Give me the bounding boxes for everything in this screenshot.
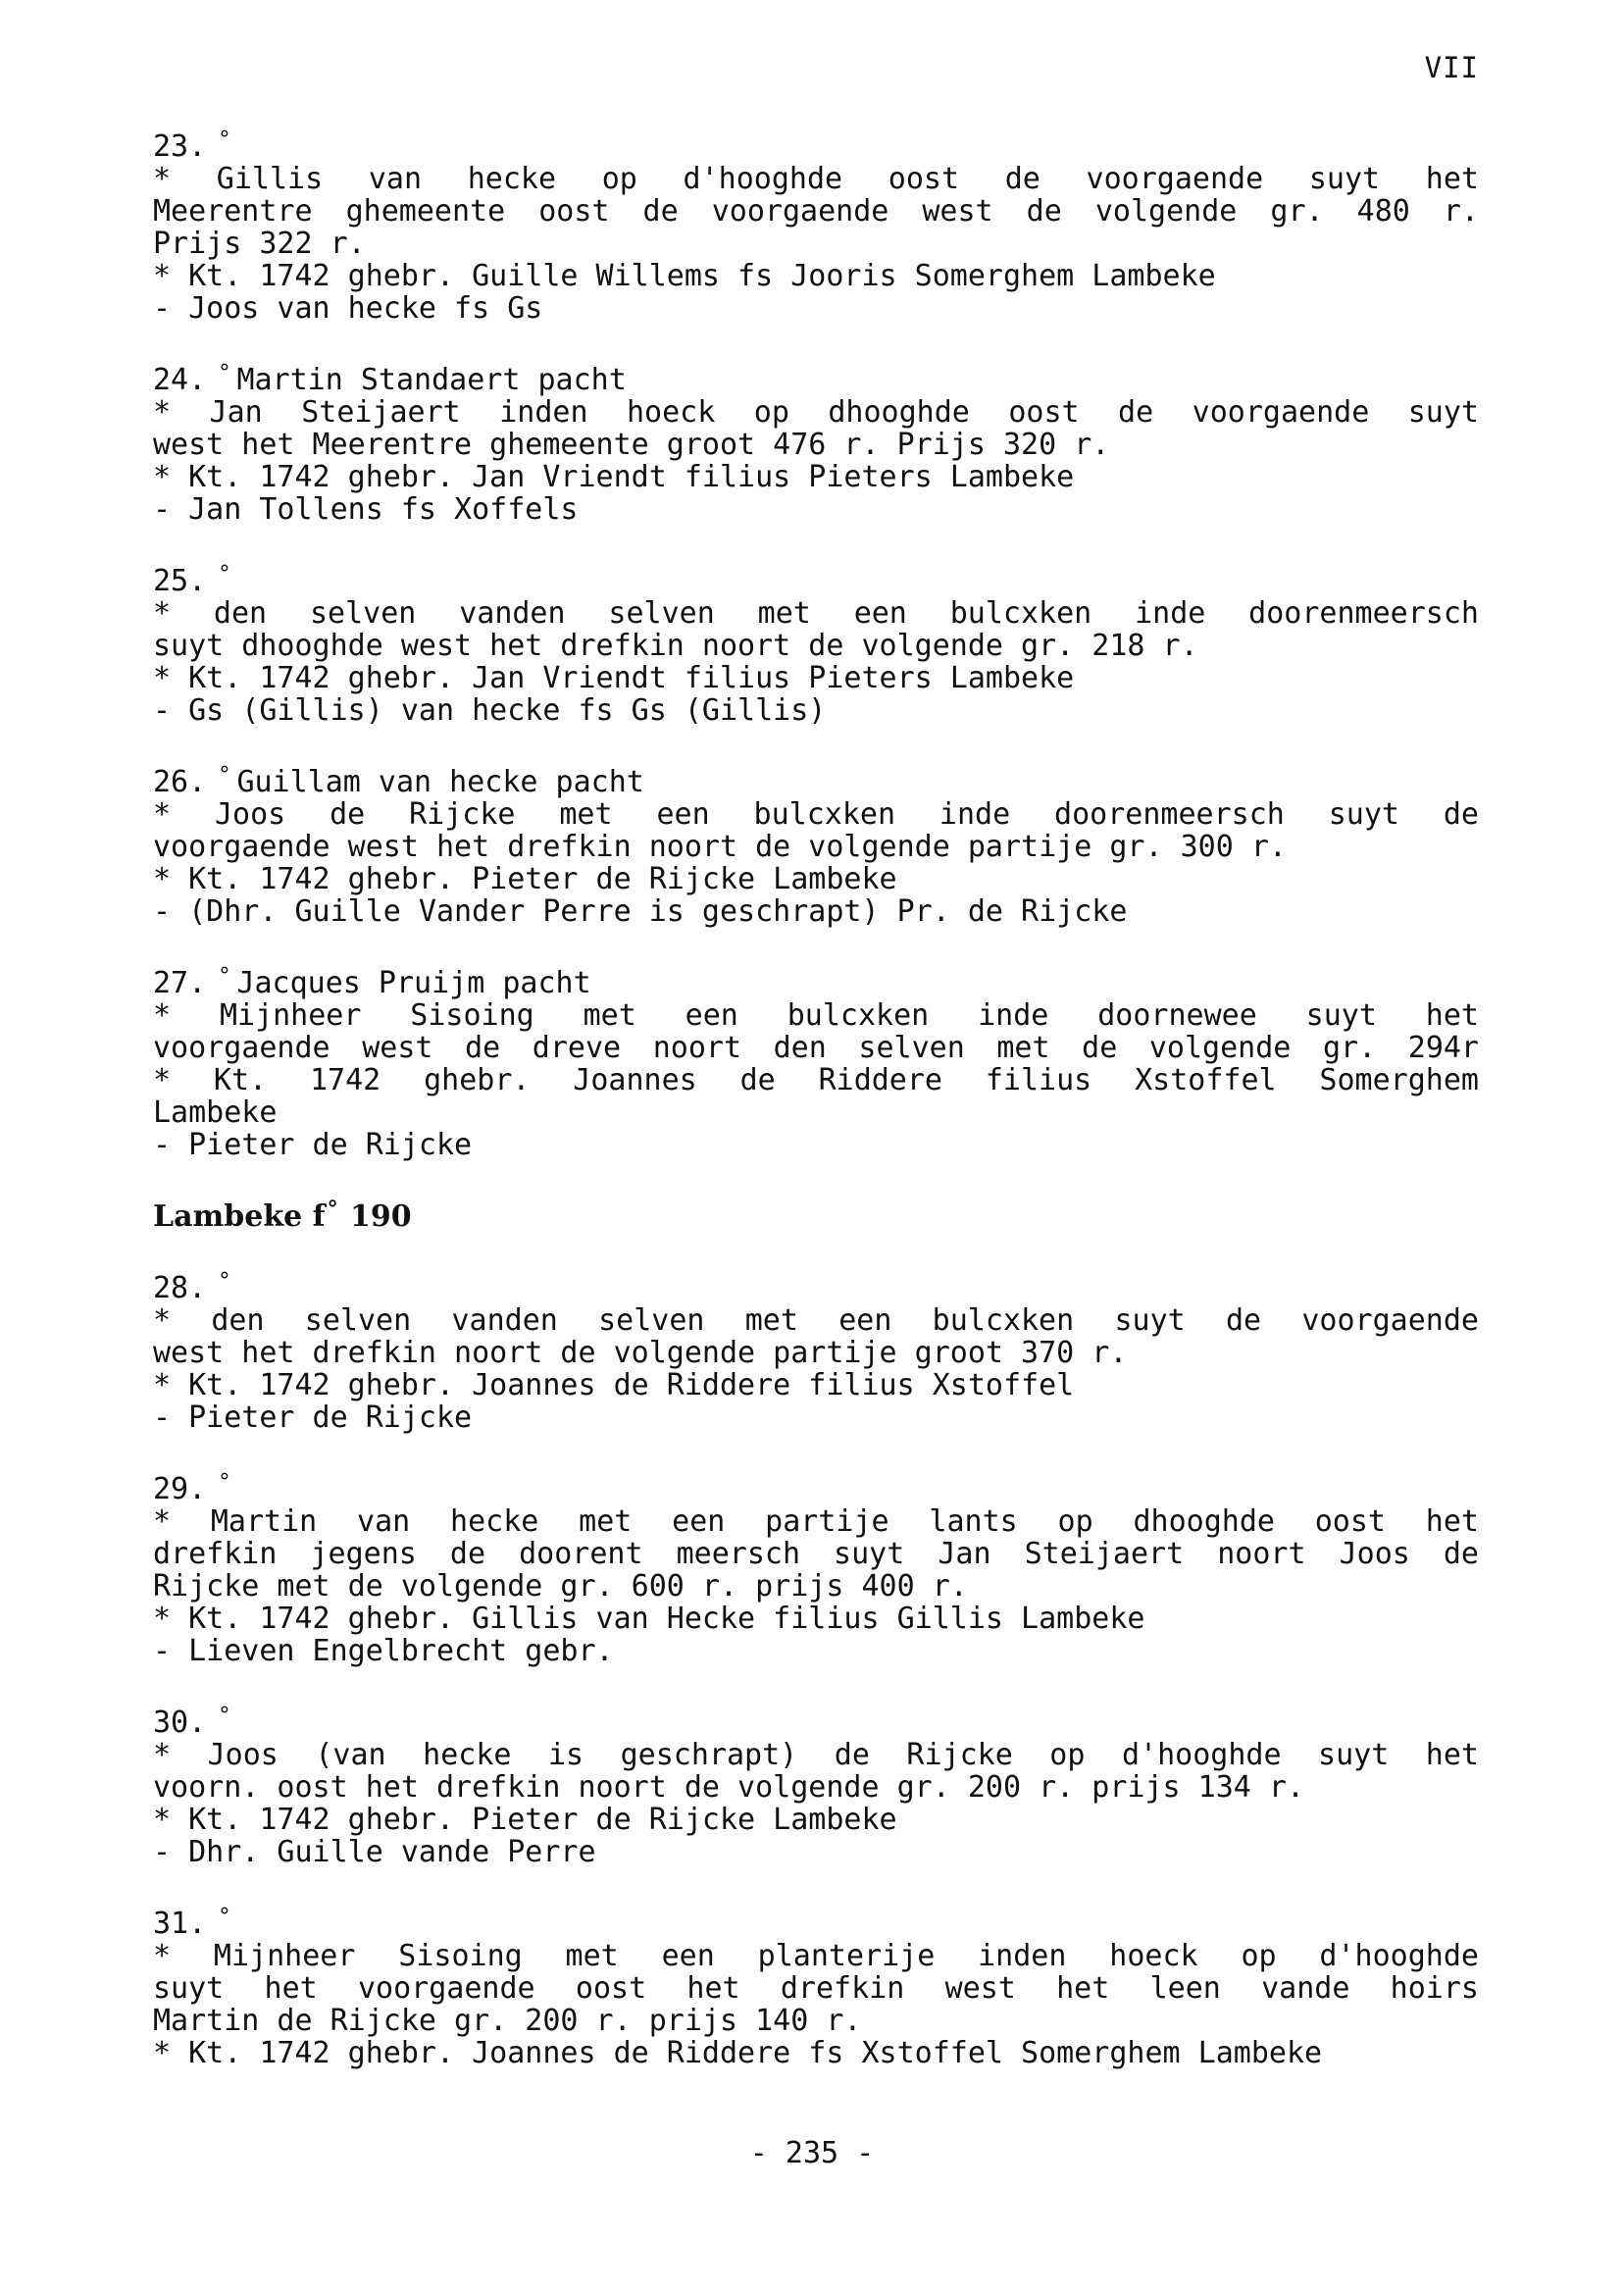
- page-number-footer: - 235 -: [749, 2136, 875, 2170]
- entry-header: [153, 1700, 1479, 1739]
- entry-line: Rijcke met de volgende gr. 600 r. prijs 400 r.: [153, 1569, 968, 1604]
- entry-header: [153, 124, 1479, 163]
- entries-group-a: [153, 124, 1479, 1161]
- entry-number: 24.: [153, 363, 207, 397]
- entry-line: * Kt. 1742 ghebr. Jan Vriendt filius Pieters Lambeke: [153, 661, 1075, 695]
- entry-line: * Jan Steijaert inden hoeck op dhooghde oost de voorgaende suyt: [153, 395, 1479, 430]
- section-heading-prefix: Lambeke f: [153, 1199, 326, 1234]
- entry-line: * Joos de Rijcke met een bulcxken inde doorenmeersch suyt de: [153, 797, 1479, 832]
- degree-mark: °: [218, 1905, 231, 1929]
- degree-mark: °: [218, 763, 231, 788]
- entry-line: * Kt. 1742 ghebr. Joannes de Riddere fs Xstoffel Somerghem Lambeke: [153, 2036, 1323, 2070]
- entry: [153, 960, 1479, 1161]
- entry-header: [153, 1265, 1479, 1304]
- entry-line: Prijs 322 r.: [153, 227, 366, 261]
- entry-line: drefkin jegens de doorent meersch suyt Jan Steijaert noort Joos de: [153, 1537, 1479, 1571]
- degree-mark: °: [218, 1269, 231, 1294]
- entry-note: Martin Standaert pacht: [236, 363, 627, 397]
- entry-line: * den selven vanden selven met een bulcxken inde doorenmeersch: [153, 596, 1479, 631]
- section-heading: [153, 1194, 1479, 1233]
- entry-line: * Kt. 1742 ghebr. Pieter de Rijcke Lambeke: [153, 862, 897, 896]
- entry: [153, 1700, 1479, 1868]
- entry-line: - Pieter de Rijcke: [153, 1128, 473, 1162]
- entry-line: * Kt. 1742 ghebr. Joannes de Riddere filius Xstoffel: [153, 1368, 1075, 1402]
- entry-line: voorn. oost het drefkin noort de volgende gr. 200 r. prijs 134 r.: [153, 1770, 1304, 1805]
- entry: [153, 1901, 1479, 2069]
- entry-note: Guillam van hecke pacht: [236, 765, 644, 799]
- entry-number: 31.: [153, 1907, 207, 1941]
- entry: [153, 124, 1479, 325]
- entry-number: 26.: [153, 765, 207, 799]
- entry-line: - Dhr. Guille vande Perre: [153, 1835, 596, 1869]
- entry-header: [153, 759, 1479, 798]
- entry-number: 25.: [153, 564, 207, 598]
- entry-number: 28.: [153, 1271, 207, 1305]
- entry: [153, 1265, 1479, 1434]
- entry-line: - Jan Tollens fs Xoffels: [153, 492, 579, 527]
- entry: [153, 1466, 1479, 1667]
- document-body: [153, 124, 1479, 2102]
- entry: [153, 558, 1479, 727]
- entry-line: suyt het voorgaende oost het drefkin west het leen vande hoirs: [153, 1971, 1479, 2006]
- entry-line: west het Meerentre ghemeente groot 476 r. Prijs 320 r.: [153, 428, 1110, 462]
- entry-line: * Kt. 1742 ghebr. Joannes de Riddere filius Xstoffel Somerghem: [153, 1063, 1479, 1097]
- entry-line: Meerentre ghemeente oost de voorgaende west de volgende gr. 480 r.: [153, 194, 1479, 229]
- entry-header: [153, 558, 1479, 597]
- entry: [153, 759, 1479, 928]
- entry-line: * den selven vanden selven met een bulcxken suyt de voorgaende: [153, 1303, 1479, 1338]
- entry: [153, 357, 1479, 526]
- entry-number: 29.: [153, 1472, 207, 1506]
- entry-line: * Kt. 1742 ghebr. Guille Willems fs Jooris Somerghem Lambeke: [153, 259, 1216, 293]
- entry-line: * Kt. 1742 ghebr. Pieter de Rijcke Lambeke: [153, 1803, 897, 1837]
- entry-number: 27.: [153, 966, 207, 1000]
- entry-line: * Mijnheer Sisoing met een planterije inden hoeck op d'hooghde: [153, 1939, 1479, 1973]
- entry-line: - Gs (Gillis) van hecke fs Gs (Gillis): [153, 693, 827, 728]
- entry-line: * Kt. 1742 ghebr. Jan Vriendt filius Pieters Lambeke: [153, 460, 1075, 494]
- section-heading-suffix: 190: [350, 1199, 412, 1234]
- entry-header: [153, 1466, 1479, 1505]
- entry-line: - Joos van hecke fs Gs: [153, 291, 543, 326]
- entry-line: * Kt. 1742 ghebr. Gillis van Hecke filius Gillis Lambeke: [153, 1602, 1145, 1636]
- degree-mark: °: [327, 1196, 338, 1222]
- entry-header: [153, 357, 1479, 396]
- entry-line: - Pieter de Rijcke: [153, 1400, 473, 1435]
- degree-mark: °: [218, 1470, 231, 1495]
- entry-line: * Mijnheer Sisoing met een bulcxken inde doornewee suyt het: [153, 998, 1479, 1033]
- entry-note: Jacques Pruijm pacht: [236, 966, 591, 1000]
- degree-mark: °: [218, 361, 231, 385]
- entry-line: * Joos (van hecke is geschrapt) de Rijcke op d'hooghde suyt het: [153, 1738, 1479, 1772]
- degree-mark: °: [218, 1704, 231, 1728]
- entry-line: suyt dhooghde west het drefkin noort de volgende gr. 218 r.: [153, 629, 1198, 663]
- entry-header: [153, 960, 1479, 999]
- entry-header: [153, 1901, 1479, 1940]
- degree-mark: °: [218, 562, 231, 586]
- entry-number: 30.: [153, 1706, 207, 1740]
- degree-mark: °: [218, 127, 231, 152]
- entry-line: - (Dhr. Guille Vander Perre is geschrapt) Pr. de Rijcke: [153, 894, 1128, 929]
- entry-number: 23.: [153, 129, 207, 164]
- entry-line: Martin de Rijcke gr. 200 r. prijs 140 r.: [153, 2004, 862, 2038]
- entry-line: - Lieven Engelbrecht gebr.: [153, 1634, 614, 1668]
- roman-page-number: VII: [1424, 51, 1479, 84]
- entry-line: voorgaende west de dreve noort den selven met de volgende gr. 294r: [153, 1031, 1479, 1065]
- entry-line: west het drefkin noort de volgende partije groot 370 r.: [153, 1336, 1128, 1370]
- entry-line: * Gillis van hecke op d'hooghde oost de voorgaende suyt het: [153, 162, 1479, 196]
- entry-line: * Martin van hecke met een partije lants op dhooghde oost het: [153, 1504, 1479, 1539]
- entries-group-b: [153, 1265, 1479, 2069]
- degree-mark: °: [218, 964, 231, 989]
- entry-line: voorgaende west het drefkin noort de volgende partije gr. 300 r.: [153, 830, 1287, 864]
- entry-line: Lambeke: [153, 1095, 278, 1130]
